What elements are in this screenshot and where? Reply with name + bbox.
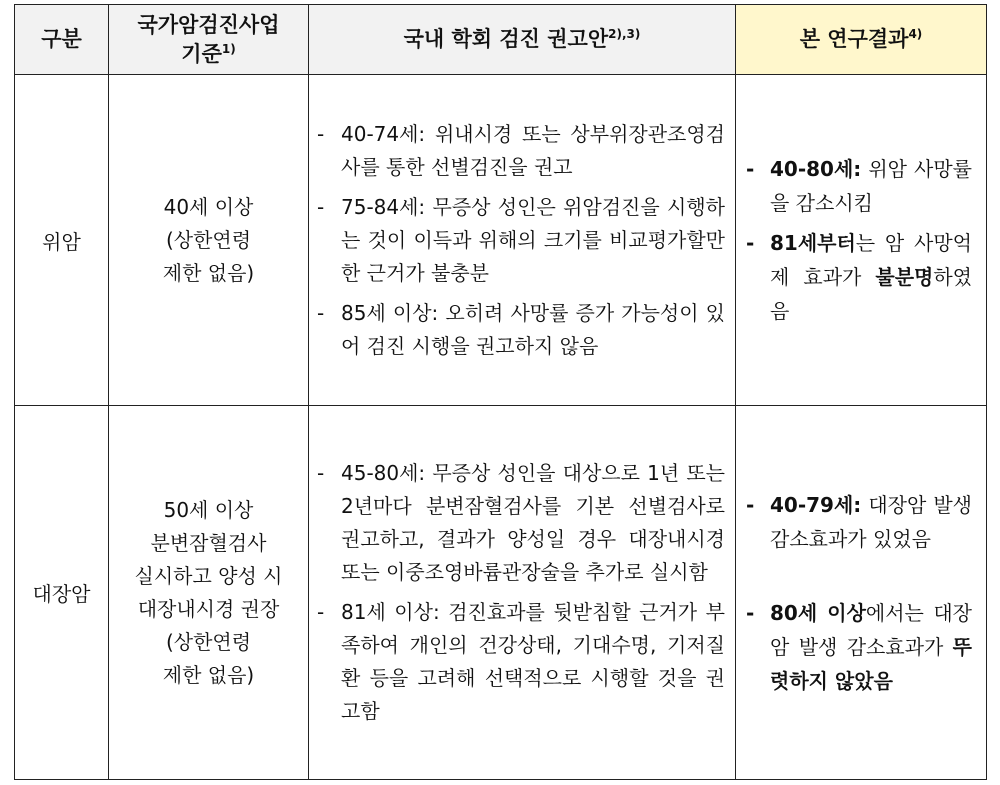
header-row: [15, 5, 987, 75]
header-national-criteria: 국가암검진사업 기준$^{1)}$: [109, 5, 309, 75]
recommendation-cell: [309, 75, 736, 406]
recommendation-item: - 81세 이상: 검진효과를 뒷받침할 근거가 부족하여 개인의 건강상태, 기대수명, 기저질환 등을 고려해 선택적으로 시행할 것을 권고함: [317, 596, 725, 728]
result-item: - 40-80세: 위암 사망률을 감소시킴: [742, 152, 972, 220]
recommendation-item: - 40-74세: 위내시경 또는 상부위장관조영검사를 통한 선별검진을 권고: [317, 118, 725, 184]
table-row: [15, 406, 987, 780]
criteria-cell: 50세 이상 분변잠혈검사 실시하고 양성 시 대장내시경 권장 (상한연령 제한 없음): [109, 406, 309, 780]
recommendation-item: - 85세 이상: 오히려 사망률 증가 가능성이 있어 검진 시행을 권고하지 않음: [317, 297, 725, 363]
header-study-result: 본 연구결과$^{4)}$: [736, 5, 987, 75]
result-cell: [736, 75, 987, 406]
criteria-cell: 40세 이상 (상한연령 제한 없음): [109, 75, 309, 406]
category-cell: 위암: [15, 75, 109, 406]
comparison-table: [14, 4, 987, 780]
table-row: [15, 75, 987, 406]
result-item: - 40-79세: 대장암 발생 감소효과가 있었음: [742, 488, 972, 556]
header-category: 구분: [15, 5, 109, 75]
recommendation-cell: [309, 406, 736, 780]
result-item: - 80세 이상에서는 대장암 발생 감소효과가 뚜렷하지 않았음: [742, 596, 972, 698]
category-cell: 대장암: [15, 406, 109, 780]
result-item: - 81세부터는 암 사망억제 효과가 불분명하였음: [742, 226, 972, 328]
recommendation-item: - 75-84세: 무증상 성인은 위암검진을 시행하는 것이 이득과 위해의 크기를 비교평가할만한 근거가 불충분: [317, 191, 725, 290]
recommendation-item: - 45-80세: 무증상 성인을 대상으로 1년 또는 2년마다 분변잠혈검사를 기본 선별검사로 권고하고, 결과가 양성일 경우 대장내시경 또는 이중조영바륨관장술을 추가로 실시함: [317, 457, 725, 589]
header-society-recommendation: 국내 학회 검진 권고안$^{2),3)}$: [309, 5, 736, 75]
result-cell: [736, 406, 987, 780]
